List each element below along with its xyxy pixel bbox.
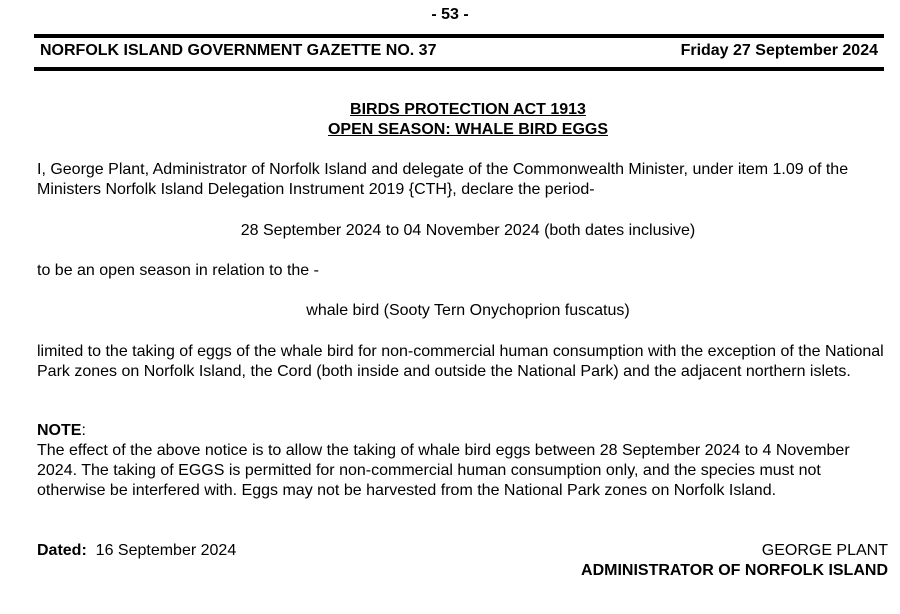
species-name: whale bird (Sooty Tern Onychoprion fuscatus) xyxy=(306,302,630,319)
act-title: BIRDS PROTECTION ACT 1913 xyxy=(350,101,586,118)
page-number: - 53 - xyxy=(431,6,469,23)
limitation-paragraph: limited to the taking of eggs of the whale bird for non-commercial human consumption with the exception of the National Park zones on Norfolk Island, the Cord (both inside and outside the National Park) and the adjacent northern islets. xyxy=(37,343,884,380)
note-colon: : xyxy=(81,422,86,439)
open-season-statement: to be an open season in relation to the - xyxy=(37,262,319,279)
notice-heading xyxy=(0,100,900,140)
masthead-bottom-rule xyxy=(34,67,884,71)
signatory-name: GEORGE PLANT xyxy=(761,542,888,559)
masthead-top-rule xyxy=(34,34,884,38)
signatory-title: ADMINISTRATOR OF NORFOLK ISLAND xyxy=(581,562,888,579)
note-label: NOTE xyxy=(37,422,82,439)
dated-line xyxy=(37,542,236,560)
dated-label: Dated: xyxy=(37,542,87,559)
note-text: The effect of the above notice is to allow the taking of whale bird eggs between 28 September 2024 to 4 November 2024. The taking of EGGS is permitted for non-commercial human consumption only, and the species must not otherwise be interfered with. Eggs may not be harvested from the National Park zones on Norfolk Island. xyxy=(37,442,850,499)
masthead xyxy=(40,42,878,60)
note-heading xyxy=(37,421,893,441)
declaration-paragraph: I, George Plant, Administrator of Norfolk Island and delegate of the Commonwealth Minister, under item 1.09 of the Ministers Norfolk Island Delegation Instrument 2019 {CTH}, declare the period- xyxy=(37,161,849,198)
open-season-period: 28 September 2024 to 04 November 2024 (both dates inclusive) xyxy=(240,222,696,239)
notice-title: OPEN SEASON: WHALE BIRD EGGS xyxy=(327,121,609,138)
gazette-date: Friday 27 September 2024 xyxy=(680,42,878,59)
gazette-title: NORFOLK ISLAND GOVERNMENT GAZETTE NO. 37 xyxy=(40,42,437,59)
dated-value: 16 September 2024 xyxy=(95,542,237,559)
